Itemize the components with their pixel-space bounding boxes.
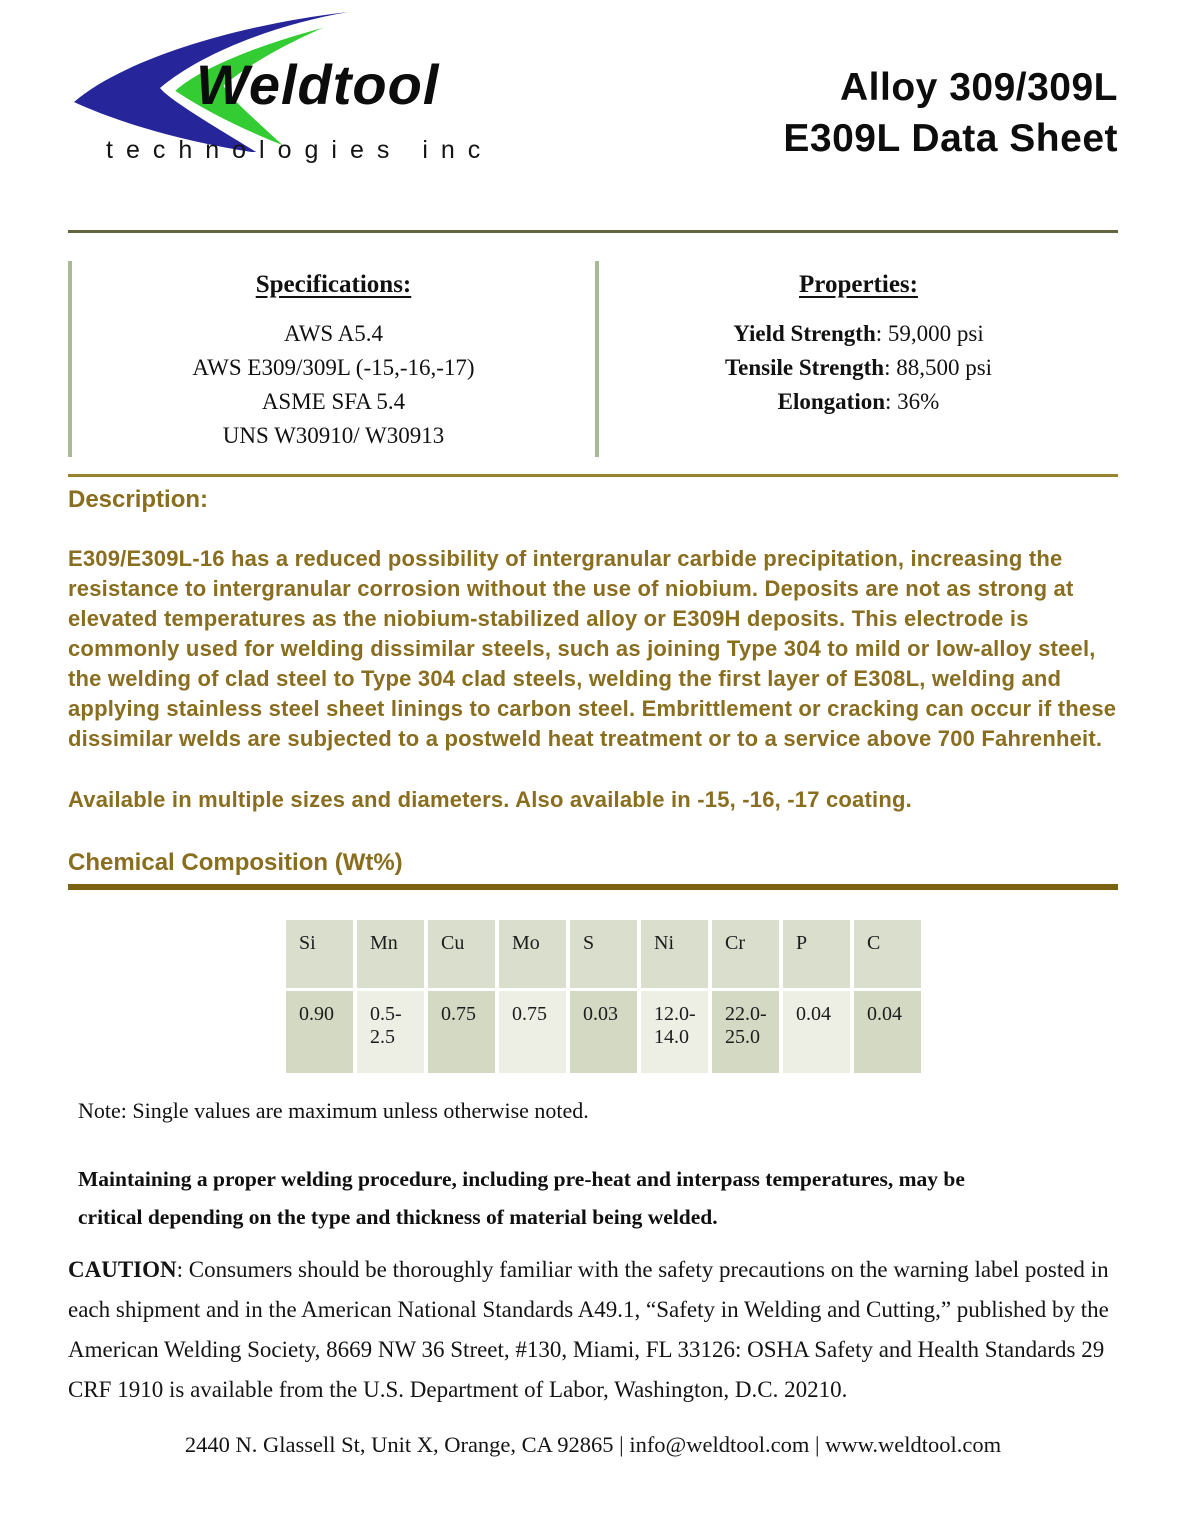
specifications-heading: Specifications:: [255, 271, 412, 298]
header-divider: [68, 230, 1118, 233]
property-label: Yield Strength: [733, 321, 876, 346]
column-header: Si: [286, 920, 353, 988]
description-paragraph: E309/E309L-16 has a reduced possibility of intergranular carbide precipitation, increasing the resistance to intergranular corrosion without the use of niobium. Deposits are not as strong at elevated temperatures as the niobium-stabilized alloy or E309H deposits. This electrode is commonly used for welding dissimilar steels, such as joining Type 304 to mild or low-alloy steel, the welding of clad steel to Type 304 clad steels, welding the first layer of E308L, welding and applying stainless steel sheet linings to carbon steel. Embrittlement or cracking can occur if these dissimilar welds are subjected to a postweld heat treatment or to a service above 700 Fahrenheit.: [68, 546, 1117, 751]
table-cell: 0.75: [499, 991, 566, 1073]
table-value-row: [286, 991, 921, 1073]
header: [68, 10, 1118, 182]
table-cell: 0.75: [428, 991, 495, 1073]
chemical-composition-table: [282, 917, 925, 1076]
column-header: P: [783, 920, 850, 988]
property-value: : 36%: [885, 389, 940, 414]
property-value: : 59,000 psi: [875, 321, 984, 346]
column-header: Mn: [357, 920, 424, 988]
description-divider: [68, 474, 1118, 477]
welding-procedure-note: Maintaining a proper welding procedure, including pre-heat and interpass temperatures, may be critical depending on the type and thickness of material being welded.: [78, 1167, 965, 1229]
page-title: [783, 10, 1118, 164]
table-cell: 0.5-2.5: [357, 991, 424, 1073]
caution-label: CAUTION: [68, 1257, 177, 1282]
properties-block: [595, 261, 1118, 457]
single-values-note: Note: Single values are maximum unless otherwise noted.: [78, 1098, 589, 1123]
table-cell: 0.03: [570, 991, 637, 1073]
chemical-composition-header: [68, 849, 1118, 890]
caution-paragraph: [68, 1250, 1118, 1410]
availability-note: Available in multiple sizes and diameters. Also available in -15, -16, -17 coating.: [68, 787, 912, 812]
column-header: C: [854, 920, 921, 988]
property-line: [599, 317, 1118, 351]
weldtool-logo: [68, 10, 528, 176]
column-header: Cr: [712, 920, 779, 988]
property-label: Tensile Strength: [724, 355, 885, 380]
footer-contact-line: 2440 N. Glassell St, Unit X, Orange, CA 92865 | info@weldtool.com | www.weldtool.com: [184, 1432, 1002, 1457]
properties-list: [599, 317, 1118, 419]
caution-text: : Consumers should be thoroughly familiar with the safety precautions on the warning label posted in each shipment and in the American National Standards A49.1, “Safety in Welding and Cutting,” published by the American Welding Society, 8669 NW 36 Street, #130, Miami, FL 33126: OSHA Safety and Health Standards 29 CRF 1910 is available from the U.S. Department of Labor, Washington, D.C. 20210.: [68, 1257, 1109, 1402]
description-heading: Description:: [68, 486, 209, 513]
brand-name: Weldtool: [196, 53, 440, 116]
property-line: [599, 351, 1118, 385]
chemical-composition-heading: Chemical Composition (Wt%): [68, 849, 403, 876]
column-header: Cu: [428, 920, 495, 988]
table-header-row: [286, 920, 921, 988]
property-label: Elongation: [777, 389, 886, 414]
title-line-2: E309L Data Sheet: [783, 117, 1118, 160]
spec-item: UNS W30910/ W30913: [222, 423, 445, 448]
specifications-block: [68, 261, 595, 457]
specifications-list: [72, 317, 595, 453]
column-header: Ni: [641, 920, 708, 988]
property-line: [599, 385, 1118, 419]
property-value: : 88,500 psi: [884, 355, 993, 380]
column-header: Mo: [499, 920, 566, 988]
table-cell: 0.90: [286, 991, 353, 1073]
spec-item: AWS E309/309L (-15,-16,-17): [192, 355, 475, 380]
spec-prop-section: [68, 261, 1118, 457]
table-cell: 0.04: [783, 991, 850, 1073]
brand-subtitle: technologies inc: [106, 136, 494, 164]
column-header: S: [570, 920, 637, 988]
spec-item: AWS A5.4: [283, 321, 384, 346]
spec-item: ASME SFA 5.4: [261, 389, 406, 414]
properties-heading: Properties:: [799, 271, 918, 298]
table-cell: 0.04: [854, 991, 921, 1073]
table-cell: 12.0-14.0: [641, 991, 708, 1073]
title-line-1: Alloy 309/309L: [840, 66, 1118, 109]
table-cell: 22.0-25.0: [712, 991, 779, 1073]
